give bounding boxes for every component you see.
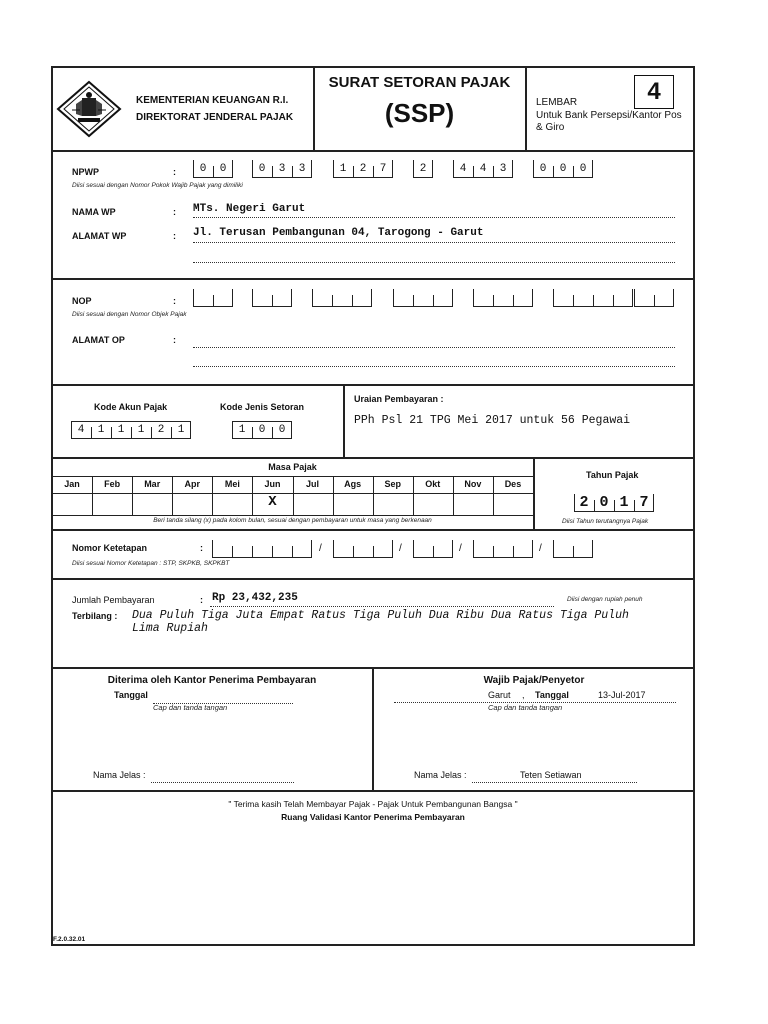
month-jan: Jan xyxy=(64,479,80,489)
npwp-colon: : xyxy=(173,167,176,177)
npwp-label: NPWP xyxy=(72,167,99,177)
nama-wp-line xyxy=(193,217,675,218)
payer-signer-name[interactable]: Teten Setiawan xyxy=(520,770,582,780)
nama-wp-value[interactable]: MTs. Negeri Garut xyxy=(193,203,306,215)
validation-area-label: Ruang Validasi Kantor Penerima Pembayaran xyxy=(281,812,465,822)
jumlah-label: Jumlah Pembayaran xyxy=(72,595,155,605)
receiver-title: Diterima oleh Kantor Penerima Pembayaran xyxy=(107,675,317,686)
month-mark-jun[interactable]: X xyxy=(268,494,277,510)
receiver-tanggal-label: Tanggal xyxy=(114,690,148,700)
lembar-label: LEMBAR xyxy=(536,97,578,108)
month-des: Des xyxy=(504,479,522,489)
nop-colon: : xyxy=(173,296,176,306)
kode-jenis-digit: 0 xyxy=(278,424,286,436)
nop-group-2-divider xyxy=(272,295,273,307)
alamat-wp-colon: : xyxy=(173,231,176,241)
payer-cap-label: Cap dan tanda tangan xyxy=(488,703,563,712)
tahun-digit: 1 xyxy=(619,494,629,511)
nop-group-6-divider xyxy=(573,295,574,307)
month-ags: Ags xyxy=(344,479,362,489)
nop-group-4-divider xyxy=(413,295,414,307)
npwp-group-3-digit: 1 xyxy=(339,163,347,175)
npwp-group-4-digit: 2 xyxy=(419,163,427,175)
npwp-group-3-digit: 7 xyxy=(379,163,387,175)
npwp-group-6-digit: 0 xyxy=(579,163,587,175)
nama-wp-colon: : xyxy=(173,207,176,217)
kode-jenis-digit: 0 xyxy=(258,424,266,436)
nop-group-6-divider xyxy=(613,295,614,307)
nop-group-1-divider xyxy=(213,295,214,307)
ketetapan-group-4-divider xyxy=(513,546,514,558)
kode-akun-digit: 1 xyxy=(117,424,125,436)
masa-bottom-line xyxy=(51,529,695,531)
ketetapan-group-4-box[interactable] xyxy=(473,540,533,558)
nop-group-4-box[interactable] xyxy=(393,289,453,307)
header-divider-2 xyxy=(525,66,527,152)
nop-group-3-box[interactable] xyxy=(312,289,372,307)
masa-label: Masa Pajak xyxy=(268,462,317,472)
ketetapan-note: Diisi sesuai Nomor Ketetapan : STP, SKPKB, SKPKBT xyxy=(72,560,230,567)
npwp-group-5-digit: 3 xyxy=(499,163,507,175)
month-jul: Jul xyxy=(306,479,320,489)
npwp-group-3-digit: 2 xyxy=(359,163,367,175)
month-jun: Jun xyxy=(264,479,281,489)
payer-comma: , xyxy=(522,690,525,700)
ketetapan-group-2-box[interactable] xyxy=(333,540,393,558)
kode-akun-digit: 2 xyxy=(157,424,165,436)
tahun-note: Diisi Tahun terutangnya Pajak xyxy=(562,518,649,525)
codes-divider xyxy=(343,384,345,458)
directorate-name: DIREKTORAT JENDERAL PAJAK xyxy=(136,112,294,123)
terbilang-line-1[interactable]: Dua Puluh Tiga Juta Empat Ratus Tiga Puluh Dua Ribu Dua Ratus Tiga Puluh xyxy=(132,609,629,622)
payer-nama-line xyxy=(472,782,637,783)
nop-group-6-divider xyxy=(593,295,594,307)
ketetapan-slash: / xyxy=(539,543,542,554)
ministry-name: KEMENTERIAN KEUANGAN R.I. xyxy=(136,95,289,106)
ketetapan-group-1-divider xyxy=(292,546,293,558)
alamat-op-label: ALAMAT OP xyxy=(72,335,125,345)
ketetapan-group-1-divider xyxy=(252,546,253,558)
receiver-nama-label: Nama Jelas : xyxy=(93,770,146,780)
month-apr: Apr xyxy=(184,479,201,489)
ketetapan-group-2-divider xyxy=(373,546,374,558)
jumlah-note: Diisi dengan rupiah penuh xyxy=(567,596,643,603)
ketetapan-group-4-divider xyxy=(493,546,494,558)
npwp-group-1-digit: 0 xyxy=(219,163,227,175)
month-okt: Okt xyxy=(425,479,441,489)
nop-label: NOP xyxy=(72,296,92,306)
nop-group-7-divider xyxy=(654,295,655,307)
nop-group-4-divider xyxy=(433,295,434,307)
tahun-digit: 7 xyxy=(639,494,649,511)
kode-jenis-label: Kode Jenis Setoran xyxy=(220,402,305,412)
form-abbr: (SSP) xyxy=(384,98,455,128)
ministry-logo xyxy=(56,80,122,138)
npwp-group-2-digit: 0 xyxy=(258,163,266,175)
lembar-desc: Untuk Bank Persepsi/Kantor Pos & Giro xyxy=(536,110,682,133)
ketetapan-group-1-divider xyxy=(232,546,233,558)
object-bottom-line xyxy=(51,384,695,386)
masa-cells-bottom xyxy=(52,515,533,516)
npwp-group-2-digit: 3 xyxy=(278,163,286,175)
ketetapan-colon: : xyxy=(200,543,203,553)
nop-group-5-box[interactable] xyxy=(473,289,533,307)
uraian-label: Uraian Pembayaran : xyxy=(354,394,444,404)
month-feb: Feb xyxy=(104,479,121,489)
ketetapan-group-3-divider xyxy=(433,546,434,558)
jumlah-line xyxy=(210,606,554,607)
ketetapan-group-2-divider xyxy=(353,546,354,558)
kode-akun-digit: 1 xyxy=(177,424,185,436)
nop-note: Diisi sesuai dengan Nomor Objek Pajak xyxy=(72,311,187,318)
payer-tanggal-label: Tanggal xyxy=(535,690,569,700)
kode-akun-digit: 1 xyxy=(97,424,105,436)
signature-bottom-line xyxy=(51,790,695,792)
ketetapan-slash: / xyxy=(399,543,402,554)
month-sep: Sep xyxy=(384,479,401,489)
ketetapan-group-5-divider xyxy=(573,546,574,558)
kode-jenis-digit: 1 xyxy=(238,424,246,436)
taxpayer-bottom-line xyxy=(51,278,695,280)
receiver-nama-line[interactable] xyxy=(151,782,294,783)
npwp-group-5-digit: 4 xyxy=(479,163,487,175)
alamat-wp-label: ALAMAT WP xyxy=(72,231,127,241)
npwp-group-6-digit: 0 xyxy=(539,163,547,175)
jumlah-value[interactable]: Rp 23,432,235 xyxy=(212,592,298,604)
payer-nama-label: Nama Jelas : xyxy=(414,770,467,780)
masa-grid xyxy=(52,476,533,515)
ketetapan-group-1-box[interactable] xyxy=(212,540,312,558)
npwp-group-5-digit: 4 xyxy=(459,163,467,175)
ketetapan-label: Nomor Ketetapan xyxy=(72,543,148,553)
npwp-note: Diisi sesuai dengan Nomor Pokok Wajib Pajak yang dimiliki xyxy=(72,182,243,189)
uraian-value[interactable]: PPh Psl 21 TPG Mei 2017 untuk 56 Pegawai xyxy=(354,414,631,427)
alamat-op-line-1[interactable] xyxy=(193,347,675,348)
form-code: F.2.0.32.01 xyxy=(53,936,86,943)
tahun-label: Tahun Pajak xyxy=(586,470,639,480)
npwp-group-6-digit: 0 xyxy=(559,163,567,175)
masa-note: Beri tanda silang (x) pada kolom bulan, sesuai dengan pembayaran untuk masa yang berkenaan xyxy=(153,517,432,524)
tahun-digit: 2 xyxy=(579,494,589,511)
receiver-cap-label: Cap dan tanda tangan xyxy=(153,703,228,712)
alamat-wp-value[interactable]: Jl. Terusan Pembangunan 04, Tarogong - Garut xyxy=(193,227,484,239)
nop-group-5-divider xyxy=(493,295,494,307)
terbilang-label: Terbilang : xyxy=(72,611,118,621)
payer-title: Wajib Pajak/Penyetor xyxy=(483,675,585,686)
nama-wp-label: NAMA WP xyxy=(72,207,116,217)
terbilang-line-2[interactable]: Lima Rupiah xyxy=(132,622,208,635)
alamat-op-colon: : xyxy=(173,335,176,345)
kode-akun-digit: 1 xyxy=(137,424,145,436)
month-mar: Mar xyxy=(144,479,161,489)
header-bottom-line xyxy=(51,150,695,152)
lembar-number: 4 xyxy=(634,75,674,109)
payer-date[interactable]: 13-Jul-2017 xyxy=(598,690,646,700)
tahun-digit: 0 xyxy=(599,494,609,511)
codes-bottom-line xyxy=(51,457,695,459)
npwp-group-1-digit: 0 xyxy=(199,163,207,175)
nop-group-3-divider xyxy=(332,295,333,307)
jumlah-colon: : xyxy=(200,595,203,605)
ketetapan-slash: / xyxy=(319,543,322,554)
ketetapan-group-1-divider xyxy=(272,546,273,558)
alamat-wp-line-1 xyxy=(193,242,675,243)
payer-place[interactable]: Garut xyxy=(488,690,511,700)
masa-divider xyxy=(533,457,535,529)
form-title: SURAT SETORAN PAJAK xyxy=(328,74,511,91)
ketetapan-bottom-line xyxy=(51,578,695,580)
ketetapan-slash: / xyxy=(459,543,462,554)
month-mei: Mei xyxy=(224,479,240,489)
npwp-group-2-digit: 3 xyxy=(298,163,306,175)
kode-akun-digit: 4 xyxy=(77,424,85,436)
alamat-op-line-2[interactable] xyxy=(193,366,675,367)
nop-group-5-divider xyxy=(513,295,514,307)
nop-group-3-divider xyxy=(352,295,353,307)
month-nov: Nov xyxy=(464,479,482,489)
alamat-wp-line-2 xyxy=(193,262,675,263)
kode-akun-label: Kode Akun Pajak xyxy=(94,402,168,412)
footer-motto: " Terima kasih Telah Membayar Pajak - Pajak Untuk Pembangunan Bangsa " xyxy=(228,799,518,809)
